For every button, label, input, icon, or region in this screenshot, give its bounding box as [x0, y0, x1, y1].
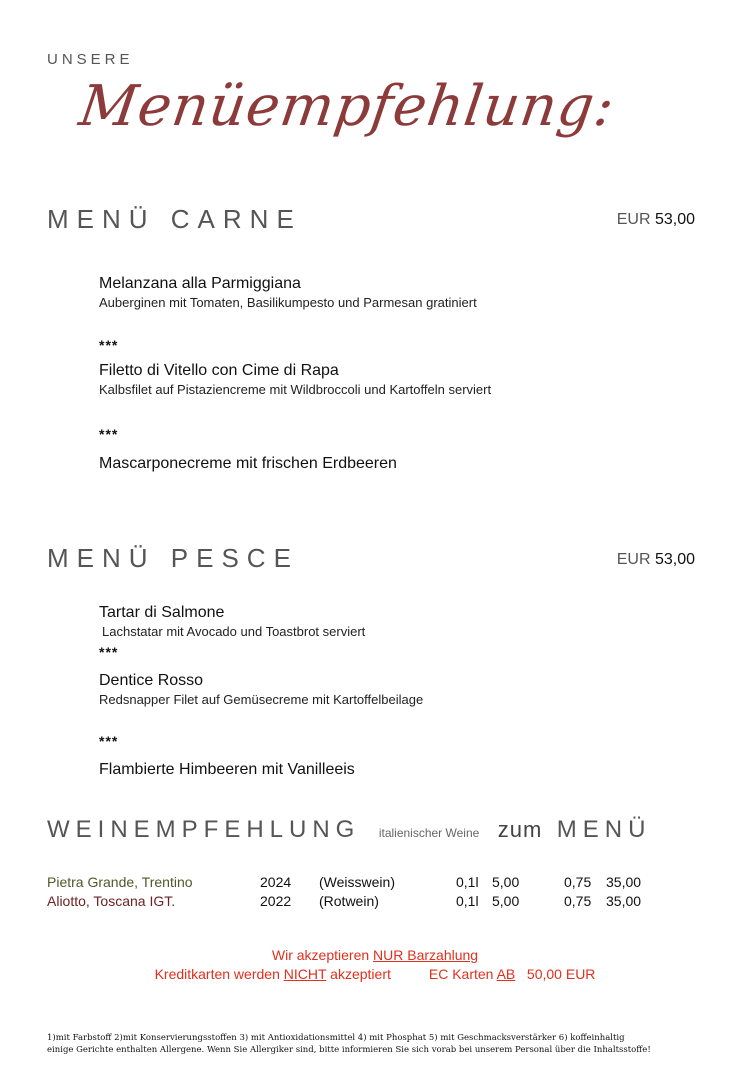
allergen-footnote [47, 1032, 727, 1056]
wine-zum: zum [497, 817, 543, 842]
wine-size-glass: 0,1l [456, 893, 479, 909]
wine-price-bottle: 35,00 [606, 874, 642, 890]
payment-text: Wir akzeptieren [271, 947, 374, 963]
course-item [99, 671, 423, 709]
payment-text: Kreditkarten werden [154, 966, 284, 982]
menu-pesce-title: MENÜ PESCE [47, 543, 299, 573]
ec-amount: 50,00 EUR [515, 966, 596, 982]
wine-price-glass: 5,00 [492, 893, 520, 909]
course-desc: Lachstatar mit Avocado und Toastbrot serviert [102, 624, 366, 639]
wine-price-glass: 5,00 [492, 874, 520, 890]
wine-subtitle: italienischer Weine [378, 826, 480, 840]
wine-size-bottle: 0,75 [564, 893, 592, 909]
payment-line-1 [0, 947, 750, 963]
course-separator: *** [99, 337, 119, 353]
course-item [99, 361, 491, 399]
wine-row [47, 893, 697, 913]
course-separator: *** [99, 644, 119, 660]
script-title: Menüempfehlung: [75, 74, 619, 139]
menu-pesce-price [617, 551, 695, 569]
ec-emphasis: AB [496, 966, 516, 982]
wine-size-bottle: 0,75 [564, 874, 592, 890]
payment-emphasis: NUR Barzahlung [373, 947, 479, 963]
wine-menu: MENÜ [556, 816, 652, 843]
course-name: Melanzana alla Parmiggiana [99, 275, 301, 292]
course-desc: Kalbsfilet auf Pistaziencreme mit Wildbroccoli und Kartoffeln serviert [99, 382, 492, 397]
wine-name: Pietra Grande, Trentino [47, 874, 193, 890]
menu-carne-title: MENÜ CARNE [47, 204, 302, 234]
wine-size-glass: 0,1l [456, 874, 479, 890]
payment-emphasis: NICHT [283, 966, 327, 982]
payment-line-2 [0, 966, 750, 982]
course-desc: Redsnapper Filet auf Gemüsecreme mit Kartoffelbeilage [99, 692, 424, 707]
price-value: 53,00 [654, 551, 695, 568]
wine-section-title [47, 816, 651, 844]
footnote-line: 1)mit Farbstoff 2)mit Konservierungsstoffen 3) mit Antioxidationsmittel 4) mit Phosphat 5) mit Geschmacksverstärker 6) koffeinhaltig [47, 1033, 625, 1043]
wine-year: 2024 [260, 874, 292, 890]
price-value: 53,00 [654, 211, 695, 228]
wine-row [47, 874, 697, 894]
course-item [99, 603, 365, 641]
ec-text: EC Karten [428, 966, 497, 982]
wine-title: WEINEMPFEHLUNG [47, 816, 361, 843]
header-kicker: UNSERE [47, 51, 134, 68]
wine-year: 2022 [260, 893, 292, 909]
course-name: Mascarponecreme mit frischen Erdbeeren [99, 455, 397, 472]
course-item [99, 760, 355, 780]
course-name: Tartar di Salmone [99, 604, 225, 621]
course-item [99, 454, 397, 474]
course-item [99, 274, 477, 312]
course-name: Dentice Rosso [99, 672, 204, 689]
course-separator: *** [99, 733, 119, 749]
currency-label: EUR [616, 551, 651, 568]
wine-name: Aliotto, Toscana IGT. [47, 893, 176, 909]
currency-label: EUR [616, 211, 651, 228]
course-separator: *** [99, 426, 119, 442]
wine-price-bottle: 35,00 [606, 893, 642, 909]
menu-carne-price [617, 211, 695, 229]
course-name: Filetto di Vitello con Cime di Rapa [99, 362, 339, 379]
course-name: Flambierte Himbeeren mit Vanilleeis [99, 761, 355, 778]
wine-type: (Rotwein) [319, 893, 379, 909]
wine-type: (Weisswein) [319, 874, 395, 890]
footnote-line: einige Gerichte enthalten Allergene. Wenn Sie Allergiker sind, bitte informieren Sie sich vorab bei unserem Personal über die Inhaltsstoffe! [47, 1045, 651, 1055]
course-desc: Auberginen mit Tomaten, Basilikumpesto und Parmesan gratiniert [99, 295, 477, 310]
payment-text: akzeptiert [326, 966, 391, 982]
